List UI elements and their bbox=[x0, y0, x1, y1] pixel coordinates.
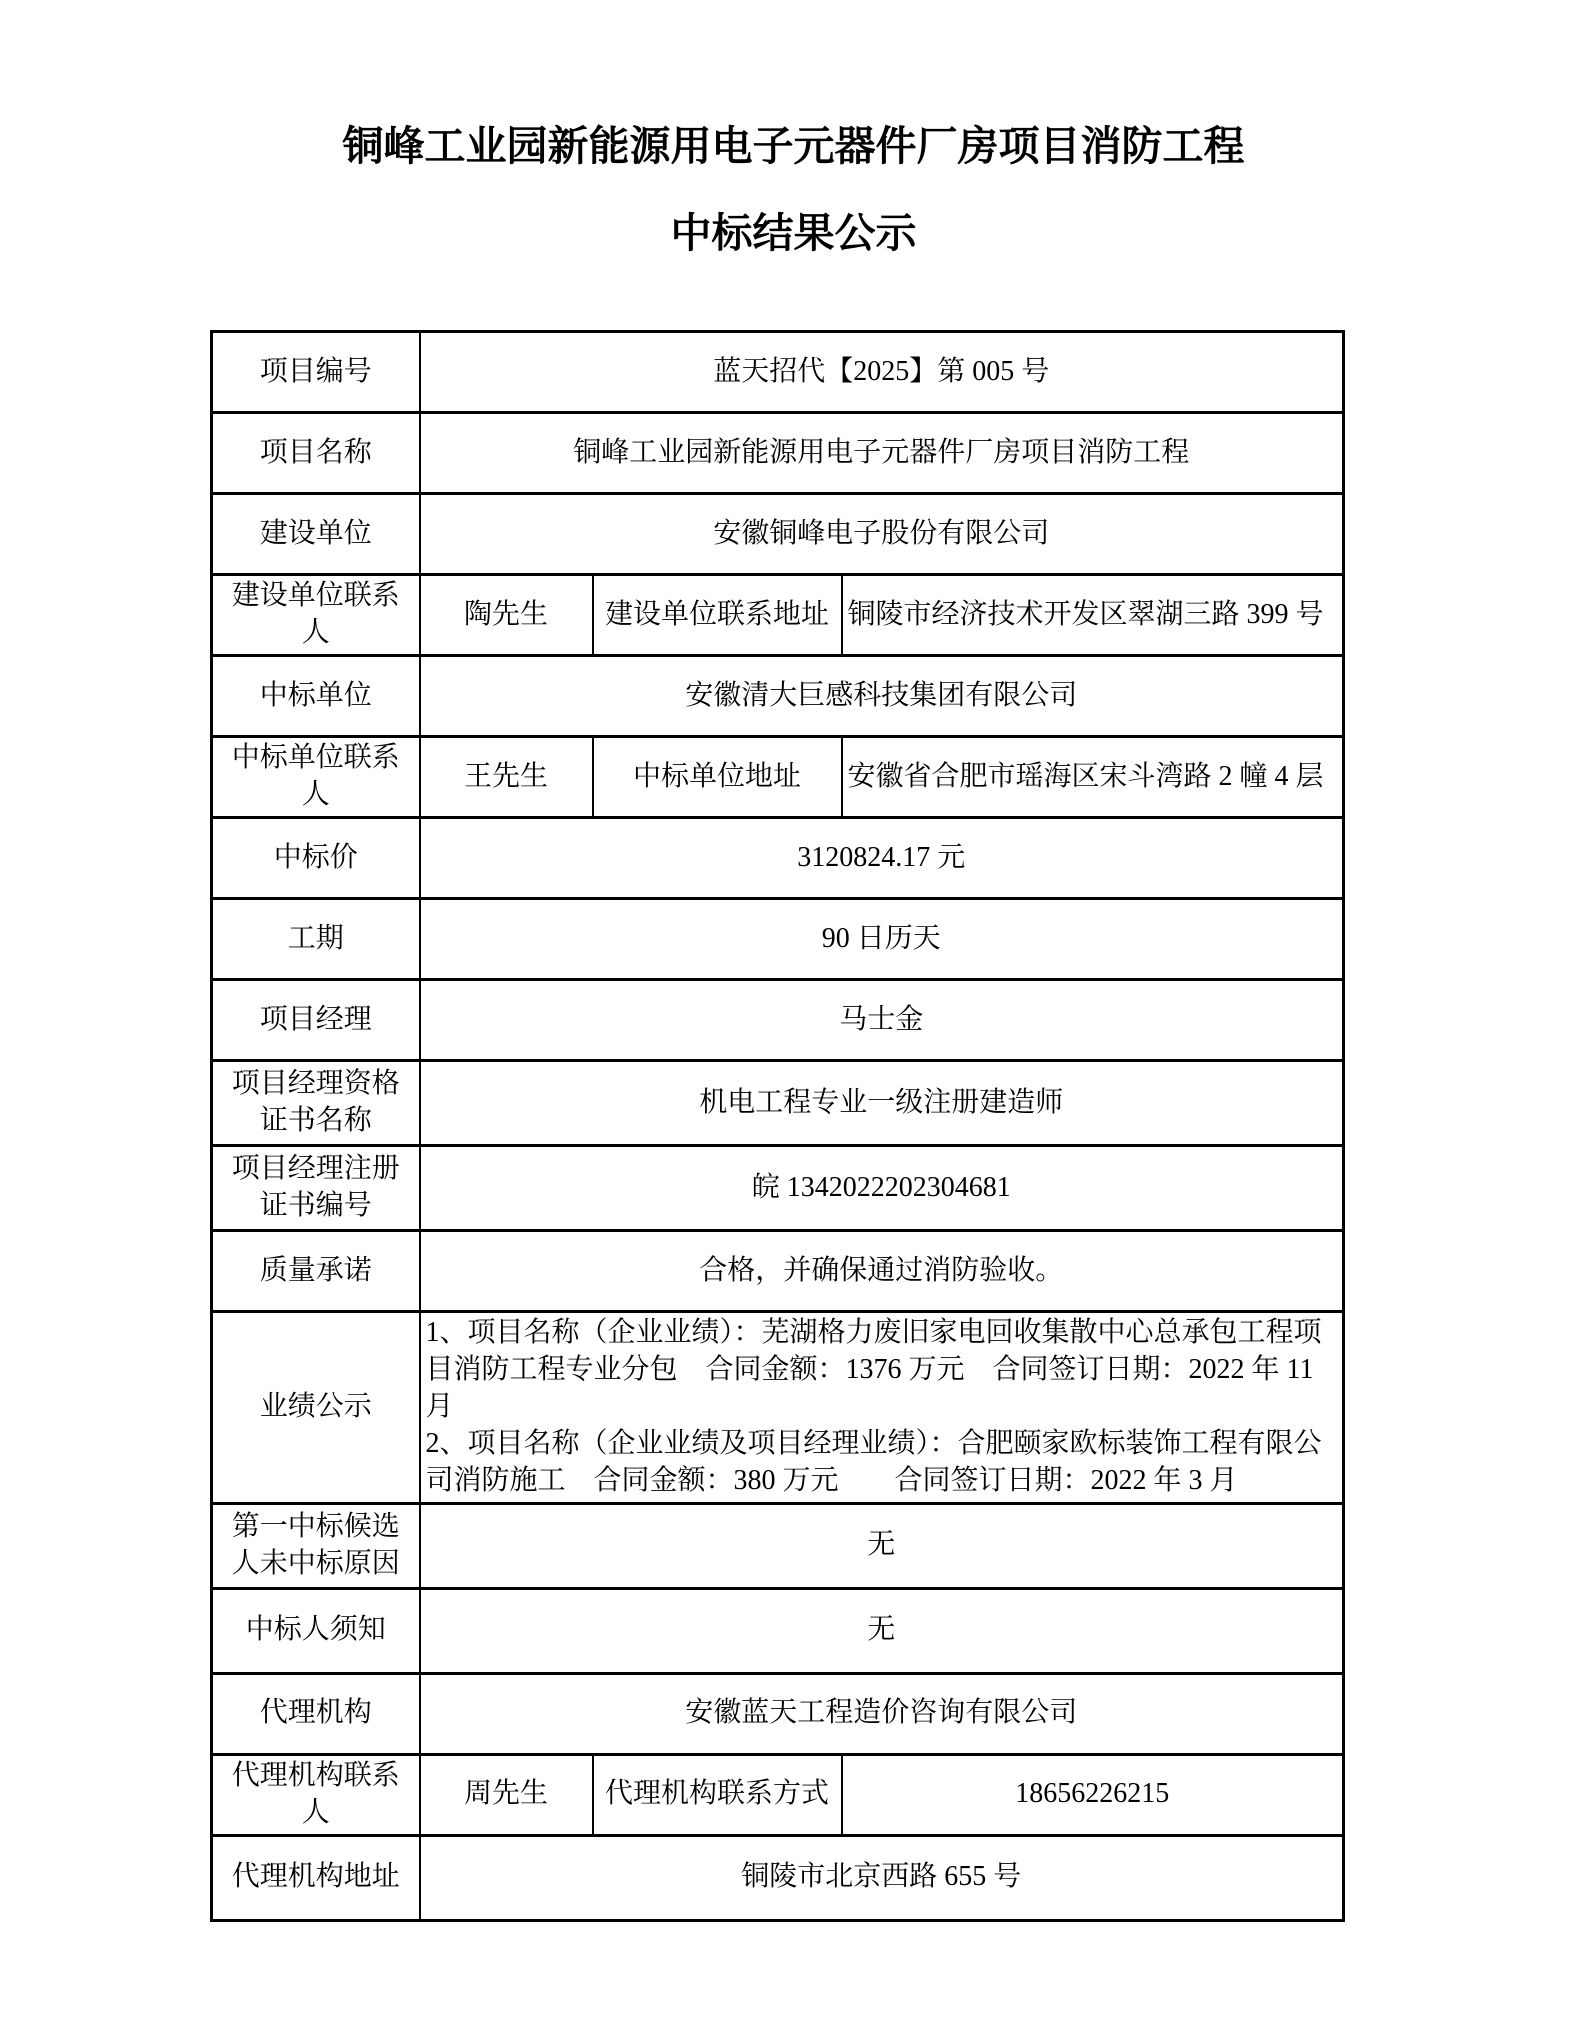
project-no-label: 项目编号 bbox=[212, 332, 420, 413]
row-duration bbox=[212, 899, 1344, 980]
project-manager-label: 项目经理 bbox=[212, 980, 420, 1061]
winner-address-value: 安徽省合肥市瑶海区宋斗湾路 2 幢 4 层 bbox=[842, 737, 1344, 818]
duration-label: 工期 bbox=[212, 899, 420, 980]
document-title bbox=[0, 123, 1587, 256]
pm-cert-name-value: 机电工程专业一级注册建造师 bbox=[420, 1061, 1344, 1146]
performance-item-2: 2、项目名称（企业业绩及项目经理业绩）：合肥颐家欧标装饰工程有限公司消防施工 合同金额：380 万元 合同签订日期：2022 年 3 月 bbox=[425, 1427, 1322, 1496]
agency-value: 安徽蓝天工程造价咨询有限公司 bbox=[420, 1673, 1344, 1754]
row-agency-address bbox=[212, 1835, 1344, 1920]
agency-phone-value: 18656226215 bbox=[842, 1754, 1344, 1835]
row-winner-notice bbox=[212, 1588, 1344, 1673]
row-owner bbox=[212, 494, 1344, 575]
row-first-candidate-reason bbox=[212, 1503, 1344, 1588]
row-agency-contact bbox=[212, 1754, 1344, 1835]
agency-contact-value: 周先生 bbox=[420, 1754, 593, 1835]
winner-address-label: 中标单位地址 bbox=[593, 737, 842, 818]
first-candidate-reason-value: 无 bbox=[420, 1503, 1344, 1588]
performance-value bbox=[420, 1312, 1344, 1504]
winner-contact-value: 王先生 bbox=[420, 737, 593, 818]
document-title-line2: 中标结果公示 bbox=[670, 210, 917, 256]
owner-address-value: 铜陵市经济技术开发区翠湖三路 399 号 bbox=[842, 575, 1344, 656]
quality-label: 质量承诺 bbox=[212, 1231, 420, 1312]
project-manager-value: 马士金 bbox=[420, 980, 1344, 1061]
row-winner-contact bbox=[212, 737, 1344, 818]
performance-label: 业绩公示 bbox=[212, 1312, 420, 1504]
pm-cert-name-label: 项目经理资格证书名称 bbox=[212, 1061, 420, 1146]
owner-contact-value: 陶先生 bbox=[420, 575, 593, 656]
agency-contact-label: 代理机构联系人 bbox=[212, 1754, 420, 1835]
quality-value: 合格，并确保通过消防验收。 bbox=[420, 1231, 1344, 1312]
pm-cert-no-value: 皖 1342022202304681 bbox=[420, 1146, 1344, 1231]
bid-price-label: 中标价 bbox=[212, 818, 420, 899]
row-bid-price bbox=[212, 818, 1344, 899]
agency-label: 代理机构 bbox=[212, 1673, 420, 1754]
row-pm-cert-no bbox=[212, 1146, 1344, 1231]
performance-item-1: 1、项目名称（企业业绩）：芜湖格力废旧家电回收集散中心总承包工程项目消防工程专业分包 合同金额：1376 万元 合同签订日期：2022 年 11 月 bbox=[425, 1317, 1322, 1422]
owner-value: 安徽铜峰电子股份有限公司 bbox=[420, 494, 1344, 575]
winner-label: 中标单位 bbox=[212, 656, 420, 737]
winner-value: 安徽清大巨感科技集团有限公司 bbox=[420, 656, 1344, 737]
owner-contact-label: 建设单位联系人 bbox=[212, 575, 420, 656]
row-owner-contact bbox=[212, 575, 1344, 656]
bid-result-table bbox=[210, 330, 1345, 1922]
owner-address-label: 建设单位联系地址 bbox=[593, 575, 842, 656]
row-performance bbox=[212, 1312, 1344, 1504]
row-pm-cert-name bbox=[212, 1061, 1344, 1146]
pm-cert-no-label: 项目经理注册证书编号 bbox=[212, 1146, 420, 1231]
bid-price-value: 3120824.17 元 bbox=[420, 818, 1344, 899]
winner-contact-label: 中标单位联系人 bbox=[212, 737, 420, 818]
agency-phone-label: 代理机构联系方式 bbox=[593, 1754, 842, 1835]
row-agency bbox=[212, 1673, 1344, 1754]
duration-value: 90 日历天 bbox=[420, 899, 1344, 980]
project-name-value: 铜峰工业园新能源用电子元器件厂房项目消防工程 bbox=[420, 413, 1344, 494]
project-name-label: 项目名称 bbox=[212, 413, 420, 494]
winner-notice-value: 无 bbox=[420, 1588, 1344, 1673]
row-project-name bbox=[212, 413, 1344, 494]
document-title-line1: 铜峰工业园新能源用电子元器件厂房项目消防工程 bbox=[342, 123, 1245, 169]
row-project-no bbox=[212, 332, 1344, 413]
agency-address-value: 铜陵市北京西路 655 号 bbox=[420, 1835, 1344, 1920]
row-winner bbox=[212, 656, 1344, 737]
first-candidate-reason-label: 第一中标候选人未中标原因 bbox=[212, 1503, 420, 1588]
row-quality bbox=[212, 1231, 1344, 1312]
owner-label: 建设单位 bbox=[212, 494, 420, 575]
winner-notice-label: 中标人须知 bbox=[212, 1588, 420, 1673]
project-no-value: 蓝天招代【2025】第 005 号 bbox=[420, 332, 1344, 413]
row-project-manager bbox=[212, 980, 1344, 1061]
agency-address-label: 代理机构地址 bbox=[212, 1835, 420, 1920]
